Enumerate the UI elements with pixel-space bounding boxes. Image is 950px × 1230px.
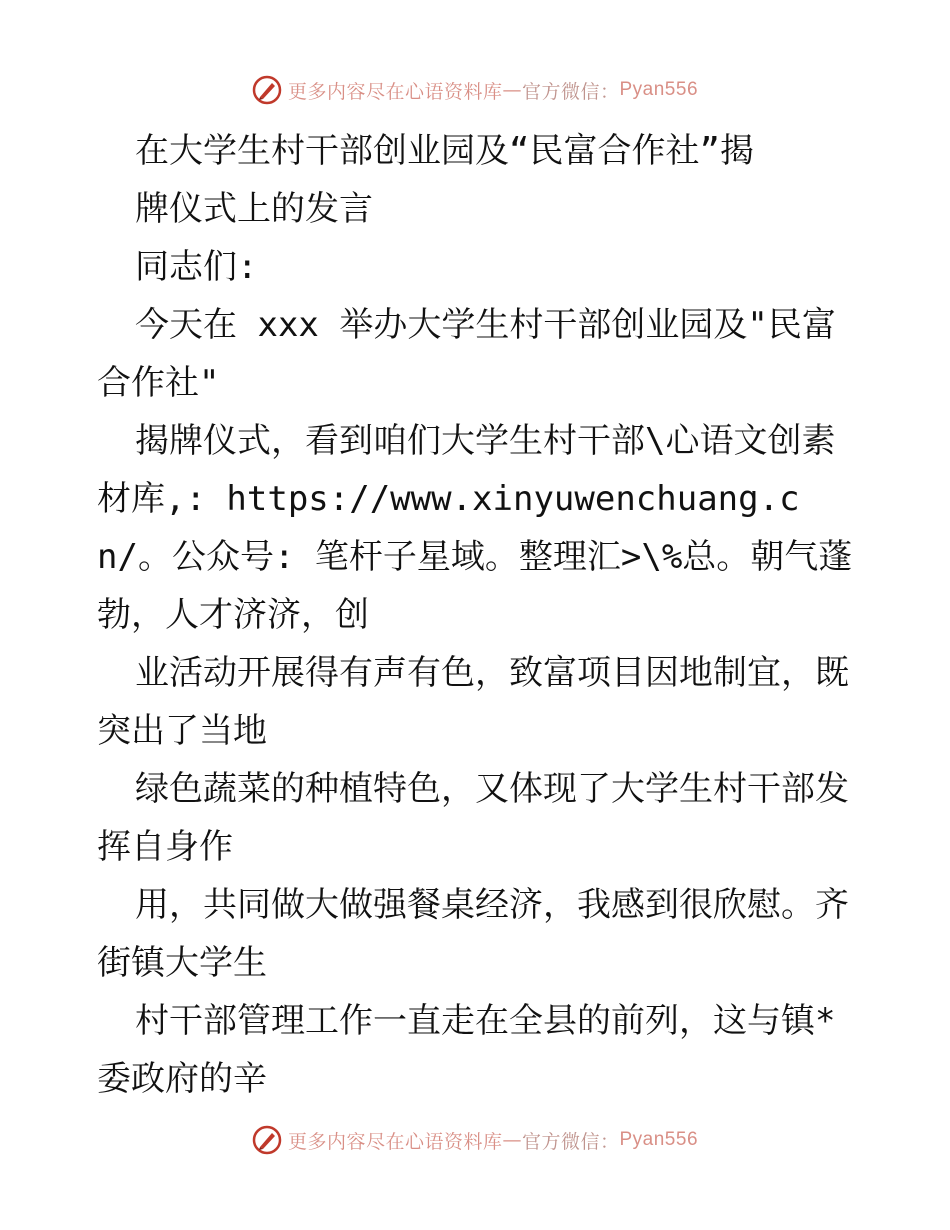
document-body — [97, 122, 867, 1108]
banner-dash: — — [502, 1129, 522, 1151]
wechat-label: 官方微信： — [521, 1130, 620, 1153]
pen-logo-icon — [252, 1125, 282, 1155]
header-banner — [0, 70, 950, 110]
wechat-label: 官方微信： — [521, 80, 620, 103]
banner-dash: — — [502, 79, 522, 101]
paragraph-2: 揭牌仪式，看到咱们大学生村干部\心语文创素材库,: https://www.xinyuwenchuang.cn/。公众号: 笔杆子星域。整理汇>\%总。朝气蓬勃，人才济济，创 — [97, 421, 853, 635]
title-line-2: 牌仪式上的发言 — [135, 189, 373, 229]
paragraph-6: 村干部管理工作一直走在全县的前列，这与镇*委政府的辛 — [97, 1001, 836, 1099]
pen-logo-icon — [252, 75, 282, 105]
paragraph-1: 今天在 xxx 举办大学生村干部创业园及"民富合作社" — [97, 305, 836, 403]
salutation: 同志们: — [135, 247, 258, 287]
paragraph-4: 绿色蔬菜的种植特色，又体现了大学生村干部发挥自身作 — [97, 769, 849, 867]
wechat-account: Pyan556 — [619, 1129, 699, 1150]
banner-text: 更多内容尽在心语资料库 — [287, 1130, 503, 1153]
title-line-1: 在大学生村干部创业园及“民富合作社”揭 — [135, 131, 754, 171]
footer-banner — [0, 1120, 950, 1160]
paragraph-5: 用，共同做大做强餐桌经济，我感到很欣慰。齐街镇大学生 — [97, 885, 849, 983]
wechat-account: Pyan556 — [619, 79, 699, 100]
banner-text: 更多内容尽在心语资料库 — [287, 80, 503, 103]
paragraph-3: 业活动开展得有声有色，致富项目因地制宜，既突出了当地 — [97, 653, 849, 751]
